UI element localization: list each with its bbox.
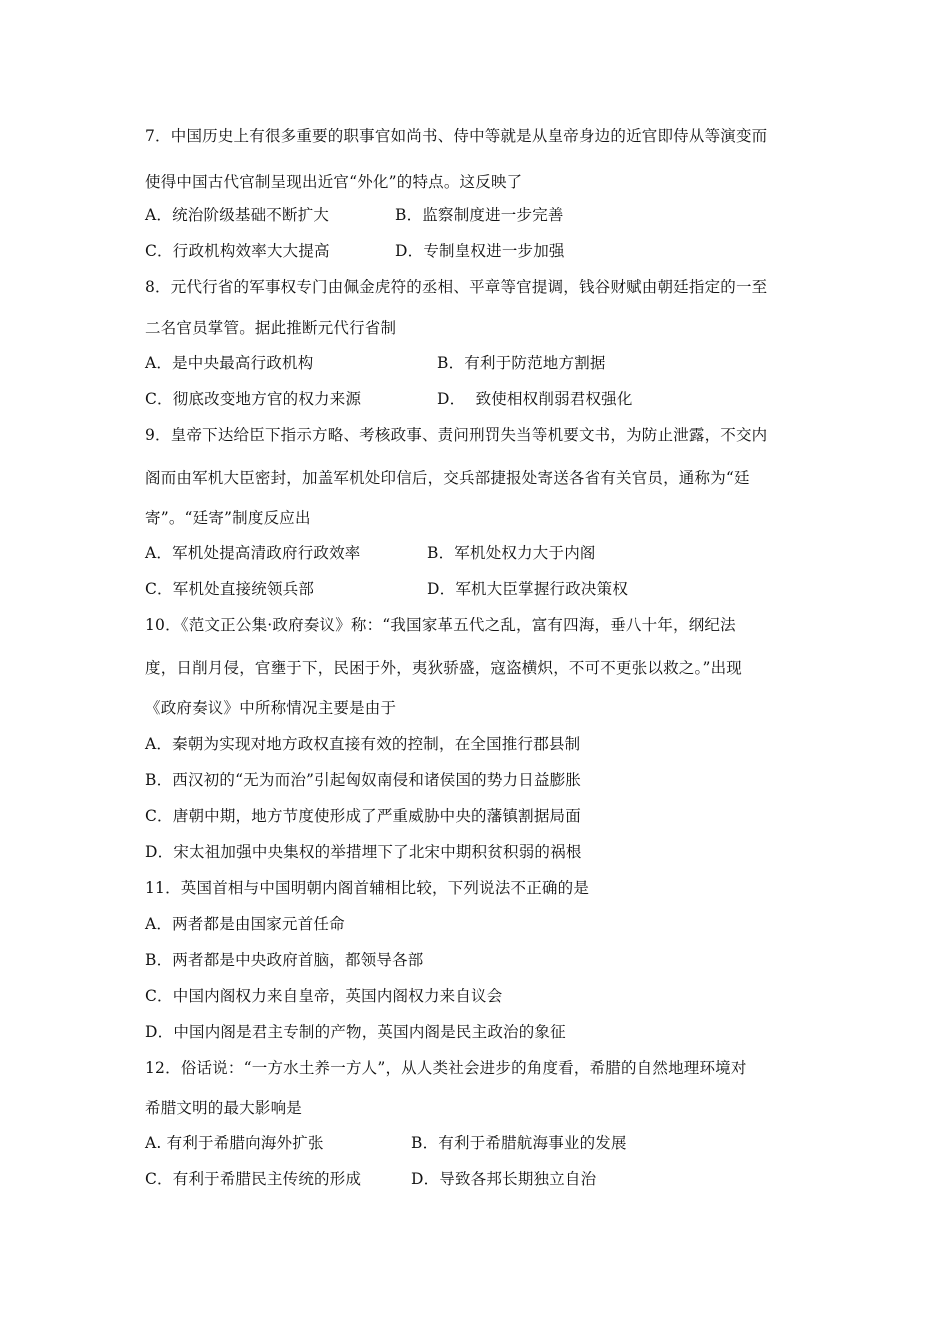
question-10-stem-line-3: 《政府奏议》中所称情况主要是由于 bbox=[145, 699, 397, 717]
question-10-option-b: B．西汉初的“无为而治”引起匈奴南侵和诸侯国的势力日益膨胀 bbox=[145, 771, 582, 789]
question-12-option-a: A. 有利于希腊向海外扩张 bbox=[145, 1134, 324, 1152]
question-7-option-d: D．专制皇权进一步加强 bbox=[395, 242, 565, 260]
question-9-option-row-1 bbox=[145, 543, 596, 563]
question-10-option-d: D．宋太祖加强中央集权的举措埋下了北宋中期积贫积弱的祸根 bbox=[145, 843, 582, 861]
question-12-option-c: C．有利于希腊民主传统的形成 bbox=[145, 1170, 362, 1188]
question-12-option-d: D．导致各邦长期独立自治 bbox=[411, 1170, 597, 1188]
question-9-option-row-2 bbox=[145, 579, 629, 599]
question-12-option-b: B．有利于希腊航海事业的发展 bbox=[411, 1134, 627, 1152]
question-7-option-b: B．监察制度进一步完善 bbox=[395, 206, 564, 224]
question-7-option-row-2 bbox=[145, 241, 565, 261]
question-11-option-d: D．中国内阁是君主专制的产物，英国内阁是民主政治的象征 bbox=[145, 1023, 566, 1041]
question-9-stem-line-2: 阁而由军机大臣密封，加盖军机处印信后，交兵部捷报处寄送各省有关官员，通称为“廷 bbox=[145, 469, 750, 487]
question-12-stem-line-1: 12．俗话说：“一方水土养一方人”，从人类社会进步的角度看，希腊的自然地理环境对 bbox=[145, 1059, 747, 1077]
question-9-stem-line-3: 寄”。“廷寄”制度反应出 bbox=[145, 509, 311, 527]
question-7-stem-line-1: 7．中国历史上有很多重要的职事官如尚书、侍中等就是从皇帝身边的近官即侍从等演变而 bbox=[145, 127, 768, 145]
question-11-option-b: B．两者都是中央政府首脑，都领导各部 bbox=[145, 951, 424, 969]
question-10-stem-line-2: 度，日削月侵，官壅于下，民困于外，夷狄骄盛，寇盗横炽，不可不更张以救之。”出现 bbox=[145, 659, 742, 677]
question-12-stem-line-2: 希腊文明的最大影响是 bbox=[145, 1099, 303, 1117]
question-8-option-b: B．有利于防范地方割据 bbox=[437, 354, 606, 372]
question-8-option-row-1 bbox=[145, 353, 606, 373]
question-7-stem-line-2: 使得中国古代官制呈现出近官“外化”的特点。这反映了 bbox=[145, 173, 523, 191]
question-8-option-d: D． 致使相权削弱君权强化 bbox=[437, 390, 633, 408]
question-11-option-a: A．两者都是由国家元首任命 bbox=[145, 915, 345, 933]
question-7-option-a: A．统治阶级基础不断扩大 bbox=[145, 206, 330, 224]
question-7-option-row-1 bbox=[145, 205, 564, 225]
question-9-option-d: D．军机大臣掌握行政决策权 bbox=[427, 580, 629, 598]
question-8-option-a: A．是中央最高行政机构 bbox=[145, 354, 314, 372]
question-9-option-a: A．军机处提高清政府行政效率 bbox=[145, 544, 361, 562]
question-12-option-row-1 bbox=[145, 1133, 627, 1153]
question-8-stem-line-2: 二名官员掌管。据此推断元代行省制 bbox=[145, 319, 397, 337]
question-9-option-b: B．军机处权力大于内阁 bbox=[427, 544, 596, 562]
question-8-option-row-2 bbox=[145, 389, 633, 409]
question-11-stem-line-1: 11．英国首相与中国明朝内阁首辅相比较，下列说法不正确的是 bbox=[145, 879, 590, 897]
question-11-option-c: C．中国内阁权力来自皇帝，英国内阁权力来自议会 bbox=[145, 987, 503, 1005]
question-10-option-c: C．唐朝中期，地方节度使形成了严重威胁中央的藩镇割据局面 bbox=[145, 807, 581, 825]
question-10-option-a: A．秦朝为实现对地方政权直接有效的控制，在全国推行郡县制 bbox=[145, 735, 581, 753]
question-10-stem-line-1: 10．《范文正公集·政府奏议》称：“我国家革五代之乱，富有四海，垂八十年，纲纪法 bbox=[145, 616, 736, 634]
question-8-option-c: C．彻底改变地方官的权力来源 bbox=[145, 390, 362, 408]
question-9-stem-line-1: 9．皇帝下达给臣下指示方略、考核政事、责问刑罚失当等机要文书，为防止泄露，不交内 bbox=[145, 426, 768, 444]
question-7-option-c: C．行政机构效率大大提高 bbox=[145, 242, 330, 260]
question-8-stem-line-1: 8．元代行省的军事权专门由佩金虎符的丞相、平章等官提调，钱谷财赋由朝廷指定的一至 bbox=[145, 278, 768, 296]
question-9-option-c: C．军机处直接统领兵部 bbox=[145, 580, 315, 598]
question-12-option-row-2 bbox=[145, 1169, 597, 1189]
